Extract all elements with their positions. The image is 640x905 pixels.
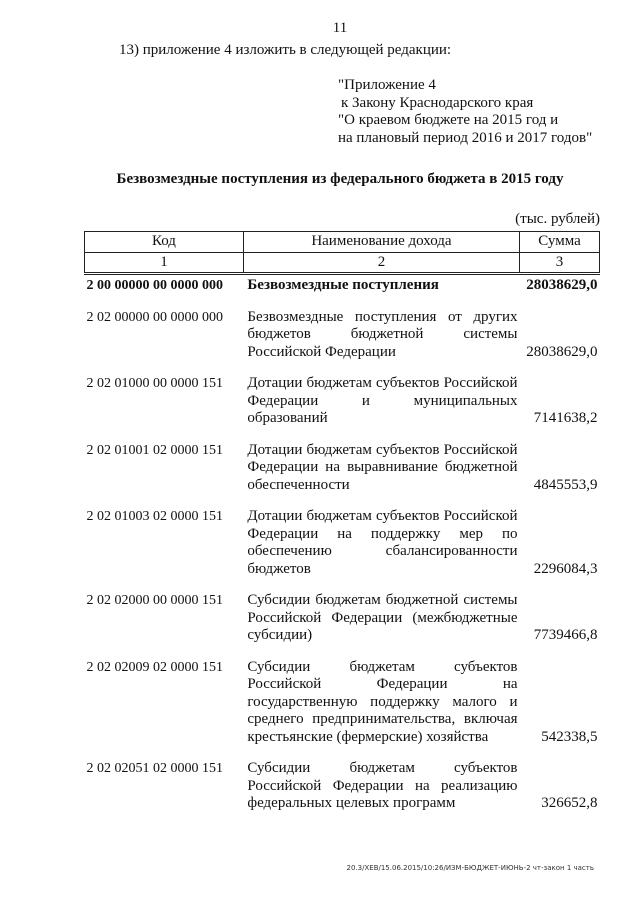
page-number: 11: [332, 20, 348, 36]
column-number: 2: [243, 252, 519, 274]
footer-filename: 20.3/ХЕВ/15.06.2015/10:26/ИЗМ-БЮДЖЕТ-ИЮНЬ-2 чт-закон 1 часть: [346, 864, 594, 872]
row-code: 2 02 01003 02 0000 151: [86, 509, 223, 524]
unit-note: (тыс. рублей): [515, 211, 600, 227]
table-row: [85, 371, 600, 438]
table-row: [85, 504, 600, 588]
row-name: Дотации бюджетам субъектов Российской Федерации на поддержку мер по обеспечению сбалансированности бюджетов: [247, 508, 518, 577]
row-sum: 7739466,8: [533, 627, 598, 643]
header-name: Наименование дохода: [243, 232, 519, 253]
row-code: 2 02 01001 02 0000 151: [86, 442, 223, 458]
row-sum: 326652,8: [541, 795, 598, 811]
row-name: Субсидии бюджетам бюджетной системы Российской Федерации (межбюджетные субсидии): [247, 592, 518, 643]
row-name: Субсидии бюджетам субъектов Российской Федерации на реализацию федеральных целевых программ: [247, 760, 518, 811]
header-sum: Сумма: [520, 232, 600, 253]
row-name: Безвозмездные поступления: [247, 277, 439, 293]
row-sum: 28038629,0: [526, 343, 598, 360]
row-name: Субсидии бюджетам субъектов Российской Федерации на государственную поддержку малого и среднего предпринимательства, включая крестьянские (фермерские) хозяйства: [247, 658, 518, 745]
column-number: 3: [520, 252, 600, 274]
row-sum: 2296084,3: [533, 560, 598, 577]
row-code: 2 02 02009 02 0000 151: [86, 659, 223, 675]
header-code: Код: [85, 232, 244, 253]
table-row: [85, 305, 600, 372]
table-row: [85, 274, 600, 305]
header-row: [85, 232, 600, 253]
column-number: 1: [85, 252, 244, 274]
row-code: 2 02 00000 00 0000 000: [86, 309, 223, 325]
row-code: 2 02 01000 00 0000 151: [86, 376, 223, 391]
annex-line-1: "Приложение 4: [338, 77, 436, 93]
budget-table: [84, 231, 600, 823]
row-name: Безвозмездные поступления от других бюджетов бюджетной системы Российской Федерации: [247, 308, 518, 360]
row-name: Дотации бюджетам субъектов Российской Федерации и муниципальных образований: [247, 375, 518, 426]
annex-reference: [338, 77, 592, 147]
table-row: [85, 655, 600, 757]
annex-line-2: к Закону Краснодарского края: [341, 94, 534, 111]
row-code: 2 00 00000 00 0000 000: [86, 278, 223, 293]
row-code: 2 02 02051 02 0000 151: [86, 761, 223, 776]
table-row: [85, 438, 600, 505]
row-name: Дотации бюджетам субъектов Российской Федерации на выравнивание бюджетной обеспеченности: [247, 441, 518, 493]
column-number-row: [85, 252, 600, 274]
row-sum: 542338,5: [541, 728, 598, 745]
row-sum: 28038629,0: [526, 277, 598, 293]
table-title: Безвозмездные поступления из федерального бюджета в 2015 году: [116, 171, 564, 187]
table-row: [85, 756, 600, 823]
row-code: 2 02 02000 00 0000 151: [86, 593, 223, 608]
annex-line-3: "О краевом бюджете на 2015 год и: [338, 112, 559, 128]
annex-line-4: на плановый период 2016 и 2017 годов": [338, 129, 593, 146]
table-row: [85, 588, 600, 655]
row-sum: 4845553,9: [533, 476, 598, 493]
intro-paragraph: 13) приложение 4 изложить в следующей редакции:: [119, 42, 452, 58]
row-sum: 7141638,2: [533, 410, 598, 426]
